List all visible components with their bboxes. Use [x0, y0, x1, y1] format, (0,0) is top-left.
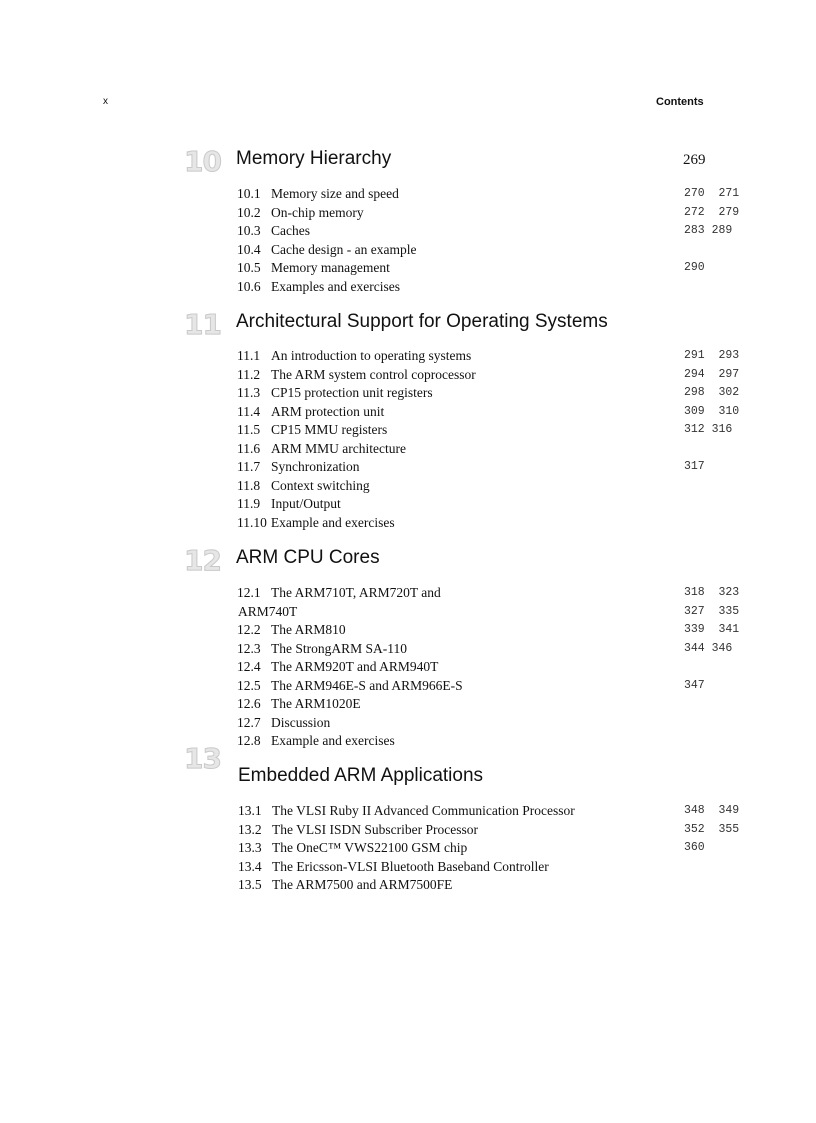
- section-pages: 309 310: [684, 404, 740, 418]
- section-title: The ARM920T and ARM940T: [271, 659, 439, 674]
- section-title: Memory size and speed: [271, 186, 399, 201]
- section-pages: 360: [684, 841, 705, 854]
- chapter-number: 10: [184, 145, 221, 178]
- section-number: 12.6: [237, 696, 261, 711]
- section-number: 12.5: [237, 677, 261, 693]
- section-title: Discussion: [271, 714, 331, 730]
- section-pages: 283 289: [684, 224, 733, 237]
- section-title: Memory management: [271, 260, 390, 275]
- section-title: Caches: [271, 223, 310, 238]
- section-title: The ARM1020E: [271, 696, 361, 711]
- section-number: 11.4: [237, 403, 261, 419]
- toc-entry[interactable]: [0, 385, 816, 404]
- toc-entry[interactable]: [0, 822, 816, 841]
- toc-entry[interactable]: [0, 733, 816, 752]
- section-title: Context switching: [271, 477, 370, 493]
- section-number: 10.5: [237, 260, 261, 275]
- section-list: [0, 803, 816, 896]
- section-number: 10.2: [237, 204, 261, 220]
- page-header-left: x: [103, 96, 108, 107]
- chapter-title[interactable]: ARM CPU Cores: [236, 547, 380, 568]
- section-number: 11.10: [237, 514, 267, 530]
- section-title: The VLSI ISDN Subscriber Processor: [272, 821, 478, 837]
- section-title: CP15 MMU registers: [271, 422, 388, 437]
- section-number: 12.3: [237, 640, 261, 656]
- toc-entry[interactable]: [0, 715, 816, 734]
- toc-entry[interactable]: [0, 223, 816, 242]
- toc-entry[interactable]: [0, 404, 816, 423]
- section-title: Synchronization: [271, 459, 360, 474]
- section-number: 12.2: [237, 622, 261, 637]
- toc-entry[interactable]: [0, 659, 816, 678]
- section-title: Cache design - an example: [271, 241, 417, 257]
- chapter-heading[interactable]: [0, 765, 816, 791]
- chapter-title[interactable]: Embedded ARM Applications: [238, 765, 484, 786]
- section-title: The ARM710T, ARM720T and: [271, 585, 441, 600]
- section-pages: 318 323: [684, 586, 740, 599]
- section-pages: 347: [684, 678, 705, 692]
- section-pages: 272 279: [684, 205, 740, 219]
- section-number: 10.4: [237, 241, 261, 257]
- toc-entry[interactable]: [0, 348, 816, 367]
- toc-entry[interactable]: [0, 585, 816, 604]
- section-number: 11.6: [237, 440, 261, 456]
- section-number: 11.7: [237, 459, 261, 474]
- section-pages: 348 349: [684, 804, 740, 817]
- section-number: 12.8: [237, 733, 261, 748]
- section-title: The Ericsson-VLSI Bluetooth Baseband Controller: [272, 858, 549, 874]
- chapter-number: 12: [184, 544, 221, 577]
- chapter-heading[interactable]: [0, 308, 816, 341]
- section-number: 13.5: [238, 877, 262, 892]
- section-pages: 339 341: [684, 623, 740, 636]
- toc-entry[interactable]: [0, 205, 816, 224]
- page-header-title: Contents: [656, 96, 704, 108]
- section-number: 13.4: [238, 858, 262, 874]
- section-title: Example and exercises: [270, 514, 395, 530]
- toc-entry[interactable]: [0, 441, 816, 460]
- section-number: 11.9: [237, 496, 261, 511]
- toc-entry[interactable]: [0, 279, 816, 298]
- section-number: 13.1: [238, 803, 262, 818]
- section-number: 10.1: [237, 186, 261, 201]
- toc-entry[interactable]: [0, 622, 816, 641]
- section-number: 11.3: [237, 385, 261, 400]
- section-pages: 344 346: [684, 641, 733, 655]
- toc-entry[interactable]: [0, 186, 816, 205]
- toc-entry[interactable]: [0, 678, 816, 697]
- section-title: ARM MMU architecture: [271, 440, 406, 456]
- section-pages: 294 297: [684, 367, 740, 381]
- chapter-title[interactable]: Architectural Support for Operating Systems: [236, 311, 608, 332]
- chapter-page: 269: [683, 152, 706, 168]
- section-title: CP15 protection unit registers: [271, 385, 433, 400]
- section-title: The ARM system control coprocessor: [271, 366, 476, 382]
- toc-entry[interactable]: [0, 459, 816, 478]
- section-number: 12.4: [237, 659, 261, 674]
- chapter-heading[interactable]: [0, 145, 816, 178]
- toc-entry[interactable]: [0, 641, 816, 660]
- section-title: Input/Output: [271, 496, 341, 511]
- toc-entry[interactable]: [0, 803, 816, 822]
- section-title: The ARM7500 and ARM7500FE: [272, 877, 453, 892]
- section-number: 11.1: [237, 348, 261, 363]
- section-pages: 270 271: [684, 187, 740, 200]
- section-pages: 352 355: [684, 822, 740, 836]
- toc-entry[interactable]: [0, 422, 816, 441]
- section-title: The StrongARM SA-110: [271, 640, 408, 656]
- toc-entry[interactable]: [0, 367, 816, 386]
- section-title: Examples and exercises: [271, 278, 400, 294]
- section-list: [0, 348, 816, 533]
- section-title: The VLSI Ruby II Advanced Communication Processor: [272, 803, 575, 818]
- section-number: 11.2: [237, 366, 261, 382]
- toc-entry[interactable]: [0, 696, 816, 715]
- section-title: ARM protection unit: [271, 403, 385, 419]
- toc-entry[interactable]: [0, 877, 816, 896]
- section-number: 11.5: [237, 422, 261, 437]
- toc-entry[interactable]: [0, 840, 816, 859]
- section-title: The OneC™ VWS22100 GSM chip: [272, 840, 468, 855]
- section-number: 13.3: [238, 840, 262, 855]
- section-pages: 291 293: [684, 349, 740, 362]
- toc-entry[interactable]: [0, 515, 816, 534]
- chapter-title[interactable]: Memory Hierarchy: [236, 148, 392, 169]
- section-title: The ARM810: [271, 622, 346, 637]
- section-number: 10.6: [237, 278, 261, 294]
- toc-entry[interactable]: [0, 859, 816, 878]
- toc-entry[interactable]: [0, 260, 816, 279]
- chapter-heading[interactable]: [0, 544, 816, 577]
- section-title: The ARM946E-S and ARM966E-S: [271, 677, 463, 693]
- chapter-number: 13: [184, 742, 221, 775]
- section-list: [0, 186, 816, 297]
- section-number: 10.3: [237, 223, 261, 238]
- section-pages: 312 316: [684, 423, 733, 436]
- section-pages: 290: [684, 261, 705, 274]
- section-number: 13.2: [238, 821, 262, 837]
- toc-entry[interactable]: [0, 478, 816, 497]
- section-number: 12.7: [237, 714, 261, 730]
- section-pages: 317: [684, 460, 705, 473]
- section-list: [0, 585, 816, 752]
- section-number: 12.1: [237, 585, 261, 600]
- section-number: 11.8: [237, 477, 261, 493]
- toc-entry[interactable]: [0, 242, 816, 261]
- toc-entry[interactable]: [0, 604, 816, 623]
- chapter-number: 11: [184, 308, 221, 341]
- section-title: On-chip memory: [271, 204, 364, 220]
- section-title: An introduction to operating systems: [271, 348, 472, 363]
- section-pages: 327 335: [684, 604, 740, 618]
- toc-entry[interactable]: [0, 496, 816, 515]
- section-pages: 298 302: [684, 386, 740, 399]
- section-title: ARM740T: [238, 603, 298, 619]
- section-title: Example and exercises: [271, 733, 395, 748]
